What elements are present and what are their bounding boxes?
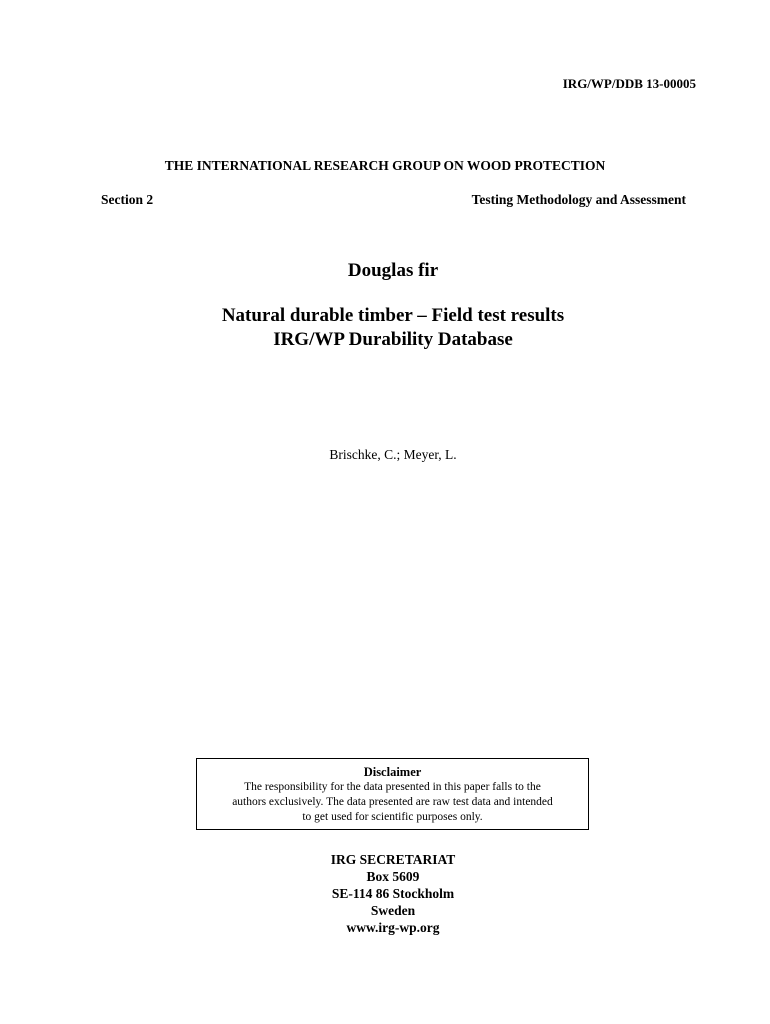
secretariat-box: Box 5609 (366, 869, 420, 884)
authors: Brischke, C.; Meyer, L. (329, 447, 457, 462)
document-title (0, 304, 770, 352)
disclaimer-line-1: The responsibility for the data presented in this paper falls to the (244, 781, 541, 793)
disclaimer-line-2: authors exclusively. The data presented are raw test data and intended (232, 796, 553, 808)
secretariat-website[interactable]: www.irg-wp.org (346, 920, 440, 935)
disclaimer-line-3: to get used for scientific purposes only. (302, 811, 483, 823)
disclaimer-box (196, 758, 589, 830)
subject-label: Testing Methodology and Assessment (471, 192, 686, 207)
secretariat-address (0, 851, 770, 936)
secretariat-country: Sweden (370, 903, 416, 918)
title-line-1: Natural durable timber – Field test results (221, 305, 565, 326)
section-label: Section 2 (101, 192, 154, 207)
disclaimer-heading: Disclaimer (363, 765, 422, 779)
organization-heading: THE INTERNATIONAL RESEARCH GROUP ON WOOD PROTECTION (164, 158, 606, 173)
document-id: IRG/WP/DDB 13-00005 (562, 76, 696, 91)
secretariat-city: SE-114 86 Stockholm (331, 886, 455, 901)
title-line-2: IRG/WP Durability Database (273, 329, 513, 350)
species-title: Douglas fir (347, 260, 439, 281)
secretariat-name: IRG SECRETARIAT (330, 852, 456, 867)
